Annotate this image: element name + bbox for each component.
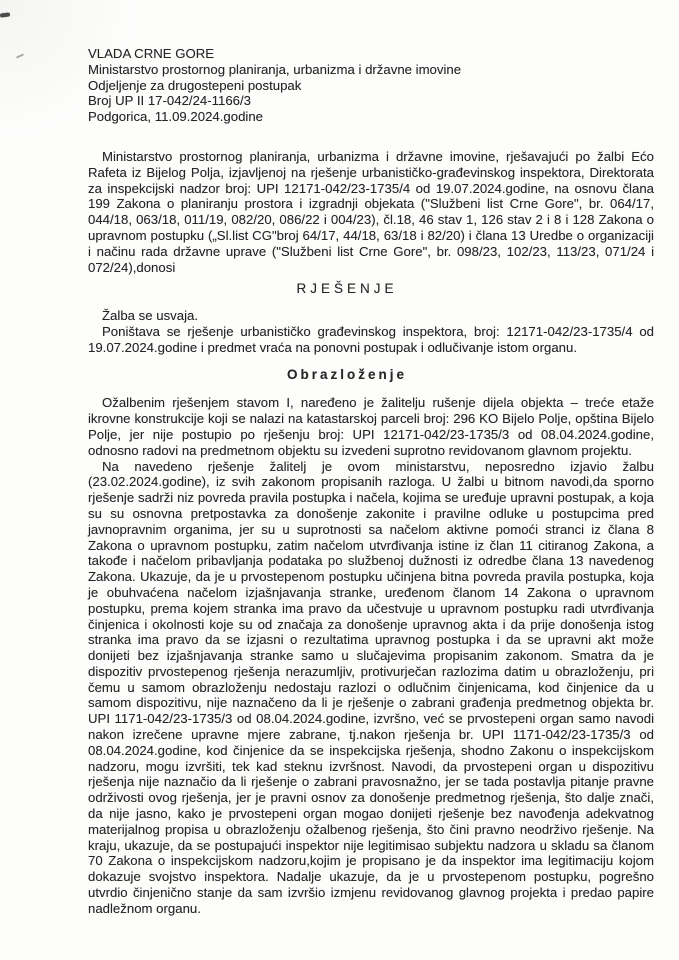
dispositive-line-1: Žalba se usvaja. xyxy=(102,308,199,324)
heading-obrazlozenje: Obrazloženje xyxy=(286,366,408,382)
explanation-paragraph-1: Ožalbenim rješenjem stavom I, naređeno je žalitelju rušenje dijela objekta – treće etaže ikrovne konstrukcije koji se nalazi na katastarskoj parceli broj: 296 KO Bijelo Polje, opština Bijelo Polje, jer nije postupio po rješenju broj: UPI 12171-042/23-1735/3 od 08.04.2024.godine, odnosno radovi na predmetnom objektu su izvedeni suprotno revidovanom glavnom projektu. xyxy=(88,395,654,458)
place-and-date: Podgorica, 11.09.2024.godine xyxy=(88,109,263,125)
dispositive-line-2: Poništava se rješenje urbanističko građevinskog inspektora, broj: 12171-042/23-1735/4 od 19.07.2024.godine i predmet vraća na ponovni postupak i odlučivanje istom organu. xyxy=(88,323,654,355)
ministry-name: Ministarstvo prostornog planiranja, urbanizma i državne imovine xyxy=(88,61,462,77)
document-header xyxy=(88,46,654,125)
document-content xyxy=(88,46,654,917)
heading-rjesenje: RJEŠENJE xyxy=(296,281,398,297)
case-number: Broj UP II 17-042/24-1166/3 xyxy=(88,93,251,109)
scan-artifact-mark xyxy=(0,12,10,17)
intro-paragraph: Ministarstvo prostornog planiranja, urbanizma i državne imovine, rješavajući po žalbi Ećo Rafeta iz Bijelog Polja, izjavljenoj na rješenje urbanističko-građevinskog inspektora, Direktorata za inspekcijski nadzor broj: UPI 12171-042/23-1735/4 od 19.07.2024.godine, na osnovu člana 199 Zakona o planiranju prostora i izgradnji objekata ("Službeni list Crne Gore", br. 064/17, 044/18, 063/18, 011/19, 082/20, 086/22 i 004/23), čl.18, 46 stav 1, 126 stav 2 i 8 i 128 Zakona o upravnom postupku („Sl.list CG"broj 64/17, 44/18, 63/18 i 82/20) i člana 13 Uredbe o organizaciji i načinu rada državne uprave ("Službeni list Crne Gore", br. 098/23, 102/23, 113/23, 071/24 i 072/24),donosi xyxy=(88,148,654,275)
department-name: Odjeljenje za drugostepeni postupak xyxy=(88,77,302,93)
explanation-paragraph-2: Na navedeno rješenje žalitelj je ovom ministarstvu, neposredno izjavio žalbu (23.02.2024.godine), iz svih zakonom propisanih razloga. U žalbi u bitnom navodi,da sporno rješenje sadrži niz povreda pravila postupka i načela, kojima se uređuje upravni postupak, a koja su su osnovna pretpostavka za donošenje zakonite i pravilne odluke u postupcima pred javnopravnim organima, jer su u suprotnosti sa načelom aktivne pomoći stranci iz člana 8 Zakona o upravnom postupku, zatim načelom utvrđivanja istine iz član 11 citiranog Zakona, a takođe i načelom pribavljanja podataka po službenoj dužnosti iz odredbe člana 13 navedenog Zakona. Ukazuje, da je u prvostepenom postupku učinjena bitna povreda pravila postupka, koja je obuhvaćena načelom izjašnjavanja stranke, uređenom članom 14 Zakona o upravnom postupku, prema kojem stranka ima pravo da učestvuje u upravnom postupku radi utvrđivanja činjenica i okolnosti koje su od značaja za donošenje upravnog akta i da prije donošenja istog stranka ima pravo da se izjasni o rezultatima upravnog postupka i da se upravni akt može donijeti bez izjašnjavanja stranke samo u slučajevima propisanim zakonom. Smatra da je dispozitiv prvostepenog rješenja nerazumljiv, protivurječan razlozima datim u obrazloženju, pri čemu u samom obrazloženju nedostaju razlozi o odlučnim činjenicama, kod činjenice da u samom dispozitivu, nije naznačeno da li je rješenje o zabrani građenja predmetnog objekta br. UPI 1171-042/23-1735/3 od 08.04.2024.godine, izvršno, već se prvostepeni organ samo navodi nakon izrečene upravne mjere zabrane, tj.nakon rješenja br. UPI 1171-042/23-1735/3 od 08.04.2024.godine, kod činjenice da se inspekcijska rješenja, shodno Zakonu o inspekcijskom nadzoru, mogu izvršiti, tek kad steknu izvršnost. Navodi, da prvostepeni organ u dispozitivu rješenja nije naznačio da li rješenje o zabrani pravosnažno, jer se tada postavlja pitanje pravne održivosti ovog rješenja, jer je pravni osnov za donošenje predmetnog rješenja, što dalje znači, da nije jasno, kako je prvostepeni organ mogao donijeti rješenje bez navođenja adekvatnog materijalnog propisa u obrazloženju ožalbenog rješenja, što čini pravno neodrživo rješenje. Na kraju, ukazuje, da se postupajući inspektor nije legitimisao subjektu nadzora u skladu sa članom 70 Zakona o inspekcijskom nadzoru,kojim je propisano je da inspektor ima legitimaciju kojom dokazuje svojstvo inspektora. Nadalje ukazuje, da je u prvostepenom postupku, pogrešno utvrdio činjenično stanje da sam izvršio izmjenu revidovanog glavnog projekta i predao papire nadležnom organu. xyxy=(88,458,654,916)
government-title: VLADA CRNE GORE xyxy=(88,46,215,61)
scan-artifact-smudge xyxy=(16,53,24,58)
